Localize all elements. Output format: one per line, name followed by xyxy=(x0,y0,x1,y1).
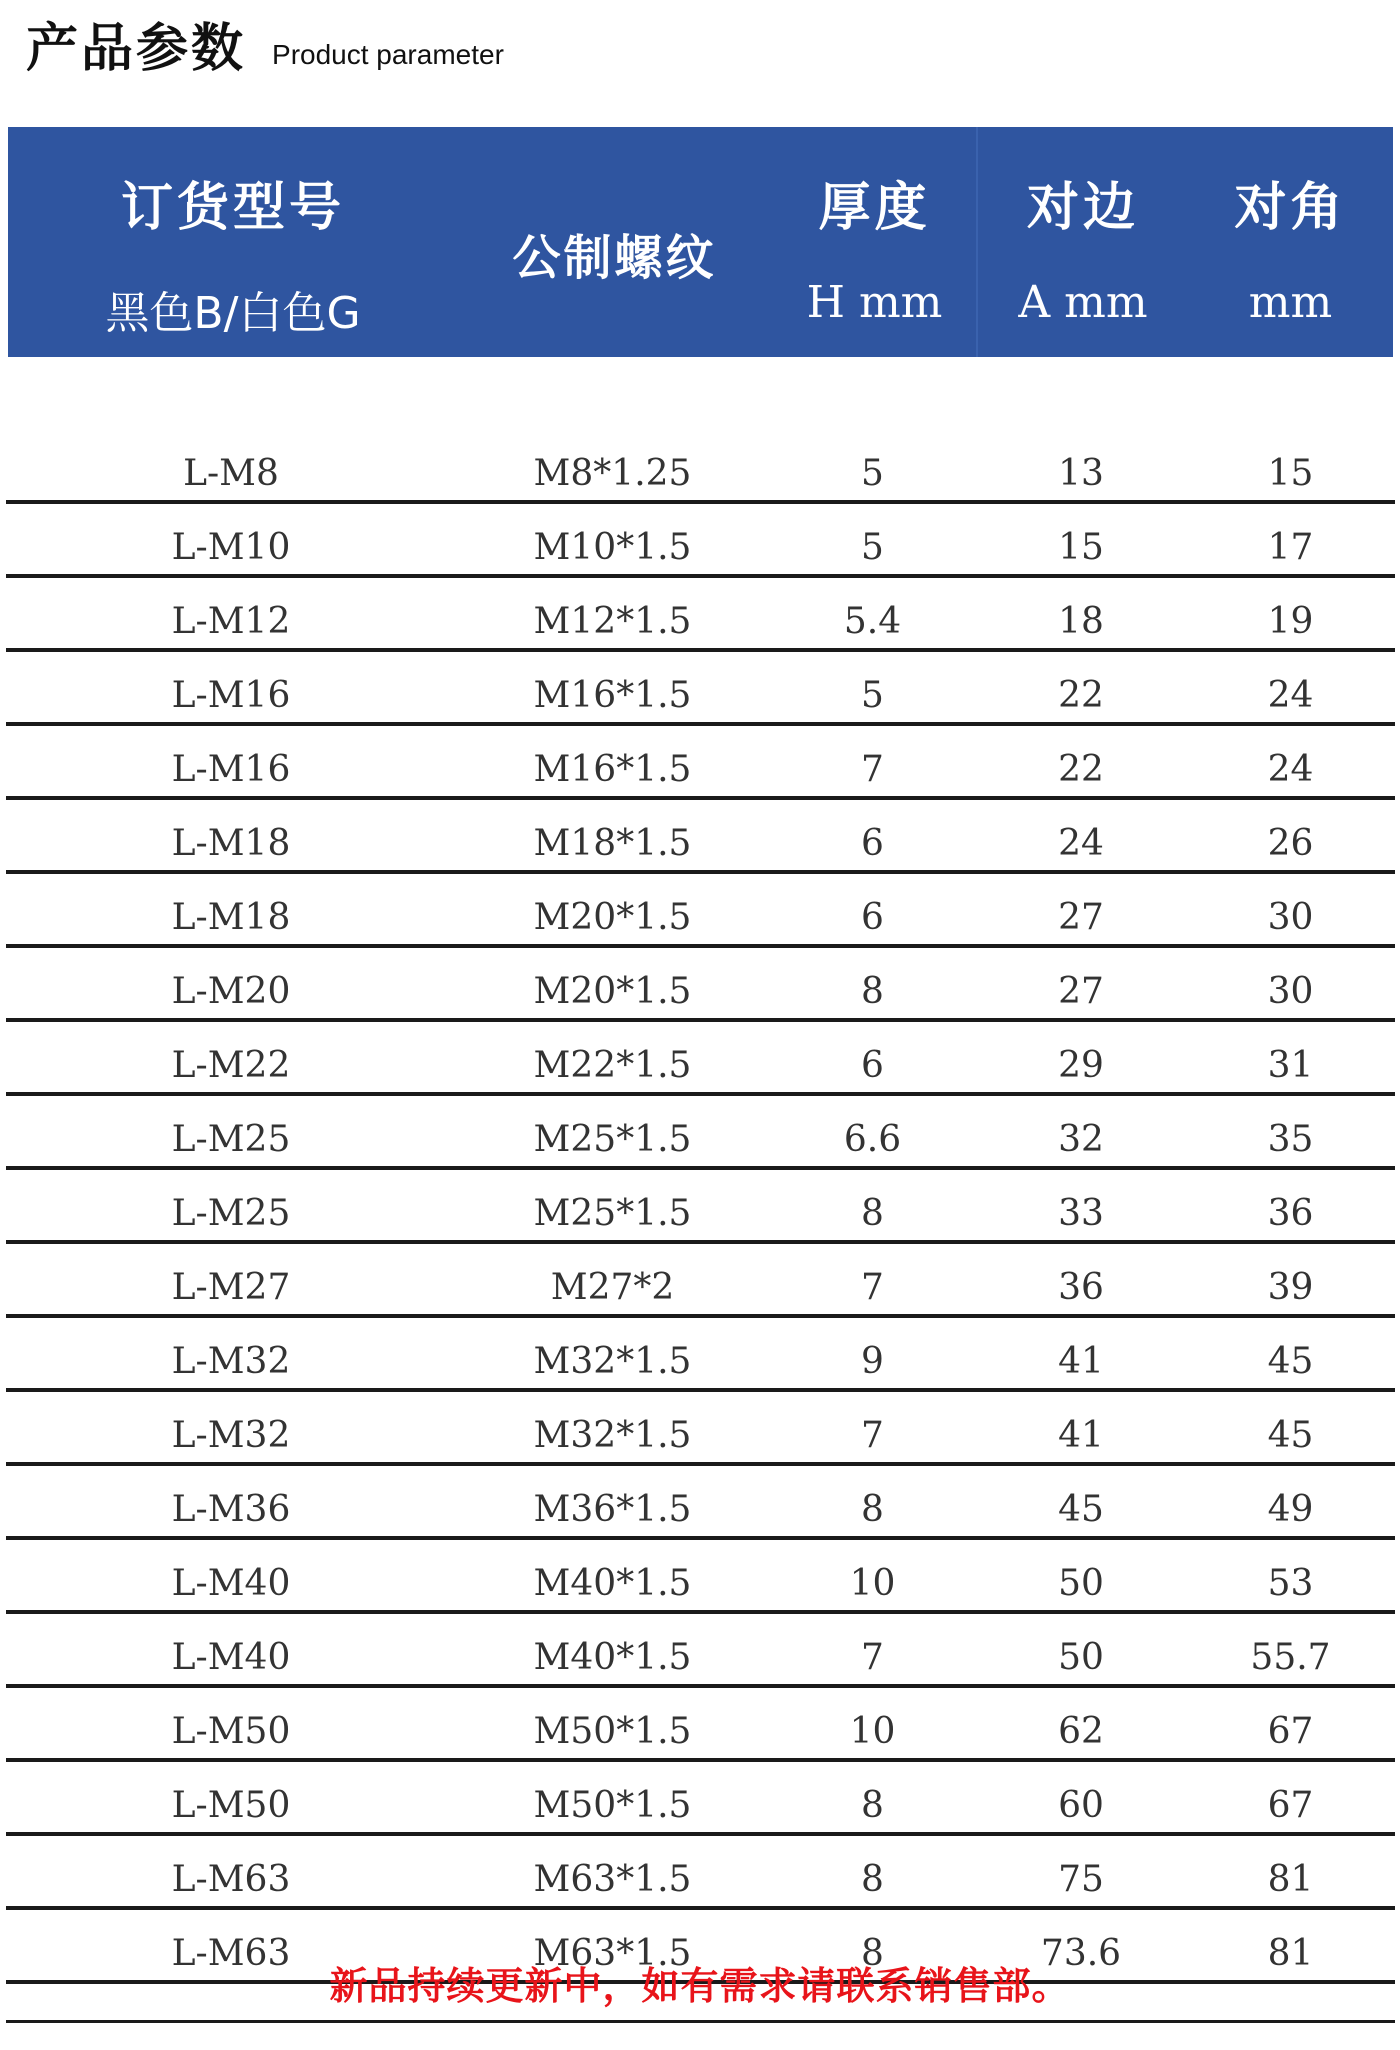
table-row xyxy=(6,1614,1395,1688)
table-row xyxy=(6,652,1395,726)
cell-corner: 35 xyxy=(1267,1119,1314,1160)
cell-thread: M40*1.5 xyxy=(533,1637,692,1678)
cell-corner: 81 xyxy=(1267,1933,1314,1974)
cell-thread: M20*1.5 xyxy=(533,971,692,1012)
cell-model: L-M8 xyxy=(183,453,279,494)
cell-thread: M12*1.5 xyxy=(533,601,692,642)
cell-thread: M36*1.5 xyxy=(533,1489,692,1530)
cell-thread: M10*1.5 xyxy=(533,527,692,568)
cell-corner: 15 xyxy=(1267,453,1314,494)
table-row xyxy=(6,504,1395,578)
parameter-table xyxy=(6,430,1395,1984)
cell-thread: M8*1.25 xyxy=(533,453,692,494)
cell-thread: M25*1.5 xyxy=(533,1119,692,1160)
cell-corner: 31 xyxy=(1267,1045,1314,1086)
cell-flat: 41 xyxy=(1058,1415,1104,1456)
cell-thickness: 10 xyxy=(849,1711,896,1752)
cell-flat: 22 xyxy=(1058,675,1104,716)
header-model-label: 订货型号 xyxy=(120,178,345,238)
cell-flat: 60 xyxy=(1058,1785,1104,1826)
header-thread-label: 公制螺纹 xyxy=(512,230,717,286)
bottom-divider xyxy=(6,2020,1395,2023)
cell-thickness: 7 xyxy=(861,1267,884,1308)
header-corner-label: 对角 xyxy=(1234,178,1347,238)
cell-model: L-M18 xyxy=(171,823,291,864)
footer-note: 新品持续更新中，如有需求请联系销售部。 xyxy=(329,1964,1071,2008)
table-header xyxy=(8,127,1393,357)
cell-thread: M32*1.5 xyxy=(533,1415,692,1456)
table-row xyxy=(6,1836,1395,1910)
cell-thread: M50*1.5 xyxy=(533,1785,692,1826)
header-thickness-label: 厚度 xyxy=(818,178,931,238)
cell-thread: M50*1.5 xyxy=(533,1711,692,1752)
table-row xyxy=(6,1688,1395,1762)
cell-corner: 19 xyxy=(1267,601,1314,642)
table-row xyxy=(6,726,1395,800)
cell-thickness: 5 xyxy=(861,527,884,568)
cell-thread: M18*1.5 xyxy=(533,823,692,864)
cell-flat: 50 xyxy=(1058,1563,1104,1604)
cell-model: L-M18 xyxy=(171,897,291,938)
cell-corner: 45 xyxy=(1267,1415,1314,1456)
cell-thickness: 7 xyxy=(861,749,884,790)
cell-thread: M22*1.5 xyxy=(533,1045,692,1086)
cell-flat: 27 xyxy=(1058,971,1104,1012)
cell-model: L-M63 xyxy=(171,1859,291,1900)
header-col-flat xyxy=(978,127,1188,357)
cell-corner: 30 xyxy=(1267,971,1314,1012)
cell-flat: 18 xyxy=(1058,601,1104,642)
cell-model: L-M63 xyxy=(171,1933,291,1974)
cell-thickness: 8 xyxy=(861,1489,884,1530)
cell-thickness: 8 xyxy=(861,1933,884,1974)
cell-thickness: 6 xyxy=(861,897,884,938)
cell-thickness: 7 xyxy=(861,1415,884,1456)
cell-thread: M20*1.5 xyxy=(533,897,692,938)
table-row xyxy=(6,1318,1395,1392)
cell-thickness: 5 xyxy=(861,675,884,716)
cell-thread: M16*1.5 xyxy=(533,749,692,790)
table-row xyxy=(6,1170,1395,1244)
cell-corner: 49 xyxy=(1267,1489,1314,1530)
cell-flat: 22 xyxy=(1058,749,1104,790)
table-row xyxy=(6,1466,1395,1540)
cell-model: L-M22 xyxy=(171,1045,291,1086)
cell-thickness: 6.6 xyxy=(843,1119,902,1160)
cell-thread: M27*2 xyxy=(550,1267,675,1308)
table-row xyxy=(6,1762,1395,1836)
cell-model: L-M32 xyxy=(171,1341,291,1382)
cell-corner: 24 xyxy=(1267,749,1314,790)
page-title: 产品参数 xyxy=(26,19,247,79)
cell-thickness: 5 xyxy=(861,453,884,494)
table-row xyxy=(6,948,1395,1022)
table-row xyxy=(6,874,1395,948)
cell-model: L-M36 xyxy=(171,1489,291,1530)
cell-flat: 41 xyxy=(1058,1341,1104,1382)
cell-corner: 30 xyxy=(1267,897,1314,938)
cell-flat: 45 xyxy=(1058,1489,1104,1530)
header-corner-unit: mm xyxy=(1248,277,1333,328)
cell-thickness: 10 xyxy=(849,1563,896,1604)
table-row xyxy=(6,1022,1395,1096)
cell-corner: 67 xyxy=(1267,1711,1314,1752)
cell-model: L-M40 xyxy=(171,1637,291,1678)
cell-thickness: 8 xyxy=(861,1193,884,1234)
cell-flat: 33 xyxy=(1058,1193,1104,1234)
cell-flat: 50 xyxy=(1058,1637,1104,1678)
table-row xyxy=(6,578,1395,652)
cell-thickness: 9 xyxy=(861,1341,884,1382)
cell-corner: 24 xyxy=(1267,675,1314,716)
cell-thread: M16*1.5 xyxy=(533,675,692,716)
cell-thread: M40*1.5 xyxy=(533,1563,692,1604)
page-subtitle: Product parameter xyxy=(272,39,504,70)
cell-corner: 26 xyxy=(1267,823,1314,864)
header-col-thickness xyxy=(771,127,978,357)
cell-thread: M63*1.5 xyxy=(533,1859,692,1900)
header-col-thread xyxy=(458,127,771,357)
table-row xyxy=(6,800,1395,874)
table-row xyxy=(6,1096,1395,1170)
cell-thread: M32*1.5 xyxy=(533,1341,692,1382)
cell-thickness: 8 xyxy=(861,971,884,1012)
cell-corner: 67 xyxy=(1267,1785,1314,1826)
cell-corner: 39 xyxy=(1267,1267,1314,1308)
cell-flat: 73.6 xyxy=(1040,1933,1122,1974)
cell-thread: M63*1.5 xyxy=(533,1933,692,1974)
cell-thickness: 6 xyxy=(861,823,884,864)
cell-model: L-M10 xyxy=(171,527,291,568)
cell-flat: 32 xyxy=(1058,1119,1104,1160)
cell-corner: 36 xyxy=(1267,1193,1314,1234)
cell-corner: 55.7 xyxy=(1250,1637,1331,1678)
table-row xyxy=(6,430,1395,504)
cell-model: L-M16 xyxy=(171,675,291,716)
cell-flat: 27 xyxy=(1058,897,1104,938)
cell-flat: 75 xyxy=(1058,1859,1104,1900)
cell-corner: 53 xyxy=(1267,1563,1314,1604)
page-title-row xyxy=(26,14,504,84)
cell-model: L-M16 xyxy=(171,749,291,790)
cell-model: L-M50 xyxy=(171,1785,291,1826)
cell-corner: 17 xyxy=(1267,527,1314,568)
header-model-colors: 黑色B/白色G xyxy=(105,288,361,339)
table-row xyxy=(6,1392,1395,1466)
cell-model: L-M32 xyxy=(171,1415,291,1456)
cell-flat: 36 xyxy=(1058,1267,1104,1308)
cell-model: L-M40 xyxy=(171,1563,291,1604)
header-thickness-unit: H mm xyxy=(806,277,943,328)
cell-thickness: 8 xyxy=(861,1859,884,1900)
cell-model: L-M25 xyxy=(171,1193,291,1234)
cell-flat: 15 xyxy=(1058,527,1104,568)
cell-model: L-M12 xyxy=(171,601,291,642)
cell-thickness: 5.4 xyxy=(843,601,902,642)
table-row xyxy=(6,1244,1395,1318)
cell-model: L-M50 xyxy=(171,1711,291,1752)
cell-thread: M25*1.5 xyxy=(533,1193,692,1234)
cell-thickness: 6 xyxy=(861,1045,884,1086)
cell-model: L-M25 xyxy=(171,1119,291,1160)
table-row xyxy=(6,1540,1395,1614)
header-flat-label: 对边 xyxy=(1026,178,1139,238)
header-col-corner xyxy=(1188,127,1393,357)
cell-corner: 45 xyxy=(1267,1341,1314,1382)
header-col-model xyxy=(8,127,458,357)
cell-thickness: 8 xyxy=(861,1785,884,1826)
cell-thickness: 7 xyxy=(861,1637,884,1678)
cell-flat: 29 xyxy=(1058,1045,1104,1086)
header-flat-unit: A mm xyxy=(1018,277,1148,328)
cell-flat: 24 xyxy=(1058,823,1104,864)
cell-flat: 62 xyxy=(1058,1711,1104,1752)
cell-model: L-M20 xyxy=(171,971,291,1012)
cell-flat: 13 xyxy=(1058,453,1104,494)
cell-corner: 81 xyxy=(1267,1859,1314,1900)
cell-model: L-M27 xyxy=(171,1267,291,1308)
